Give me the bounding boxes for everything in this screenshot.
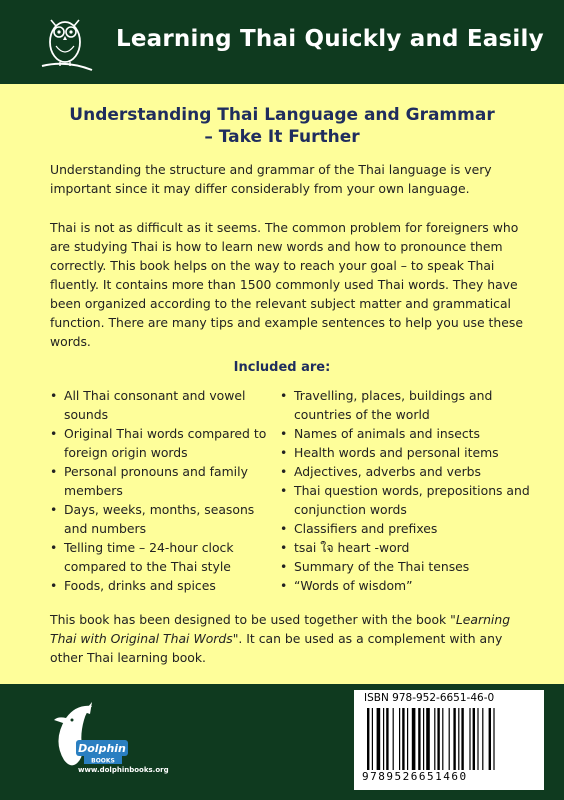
isbn-label: ISBN 978-952-6651-46-0: [364, 692, 495, 704]
list-item: • Telling time – 24-hour clock compared to the Thai style: [50, 540, 234, 574]
dolphin-icon: [46, 700, 130, 774]
barcode-number: 9789526651460: [362, 770, 468, 783]
list-item: • All Thai consonant and vowel sounds: [50, 388, 246, 422]
included-list-left: [48, 386, 278, 595]
list-item: • Days, weeks, months, seasons and numbers: [50, 502, 255, 536]
header-bar: [0, 0, 564, 84]
header-title: Learning Thai Quickly and Easily: [116, 26, 544, 52]
list-item: • Classifiers and prefixes: [280, 521, 438, 536]
bullet-icon: •: [280, 483, 288, 498]
list-item: • Summary of the Thai tenses: [280, 559, 470, 574]
included-title: Included are:: [233, 360, 331, 375]
bullet-icon: •: [50, 540, 58, 555]
companion-book-title: "Learning Thai with Original Thai Words": [50, 612, 511, 646]
included-list-right: [278, 386, 548, 595]
bullet-icon: •: [280, 445, 288, 460]
barcode-box: [354, 690, 544, 790]
bullet-icon: •: [50, 426, 58, 441]
list-item: • Personal pronouns and family members: [50, 464, 248, 498]
list-item: • tsai ใจ heart -word: [280, 540, 410, 555]
owl-icon: [38, 8, 96, 78]
list-item: • Foods, drinks and spices: [50, 578, 216, 593]
publisher-website: www.dolphinbooks.org: [78, 766, 169, 774]
bullet-icon: •: [280, 426, 288, 441]
bullet-icon: •: [50, 464, 58, 479]
list-item: • Health words and personal items: [280, 445, 499, 460]
list-item: • Original Thai words compared to foreign origin words: [50, 426, 267, 460]
heading-line-2: – Take It Further: [204, 127, 360, 147]
publisher-logo-text: Dolphin: [78, 742, 126, 755]
companion-paragraph: This book has been designed to be used together with the book "Learning Thai with Original Thai Words". It can be used as a complement with any other Thai learning book.: [50, 612, 511, 665]
bullet-icon: •: [280, 388, 288, 403]
list-item: • “Words of wisdom”: [280, 578, 413, 593]
list-item: • Adjectives, adverbs and verbs: [280, 464, 481, 479]
heading-line-1: Understanding Thai Language and Grammar: [69, 105, 495, 125]
description-paragraph: Thai is not as difficult as it seems. The common problem for foreigners who are studying Thai is how to learn new words and how to pronounce them correctly. This book helps on the way to reach your goal – to speak Thai fluently. It contains more than 1500 commonly used Thai words. They have been organized according to the relevant subject matter and grammatical function. There are many tips and example sentences to help you use these words.: [50, 220, 523, 349]
publisher-logo-sub: BOOKS: [91, 757, 115, 765]
page-heading: [0, 104, 564, 148]
bullet-icon: •: [280, 540, 288, 555]
bullet-icon: •: [50, 388, 58, 403]
bullet-icon: •: [280, 578, 288, 593]
bullet-icon: •: [50, 578, 58, 593]
bullet-icon: •: [50, 502, 58, 517]
list-item: • Travelling, places, buildings and countries of the world: [280, 388, 493, 422]
intro-paragraph: Understanding the structure and grammar of the Thai language is very important since it may differ considerably from your own language.: [50, 162, 492, 196]
list-item: • Names of animals and insects: [280, 426, 480, 441]
list-item: • Thai question words, prepositions and conjunction words: [280, 483, 530, 517]
bullet-icon: •: [280, 464, 288, 479]
bullet-icon: •: [280, 559, 288, 574]
barcode-icon: [366, 708, 536, 770]
bullet-icon: •: [280, 521, 288, 536]
